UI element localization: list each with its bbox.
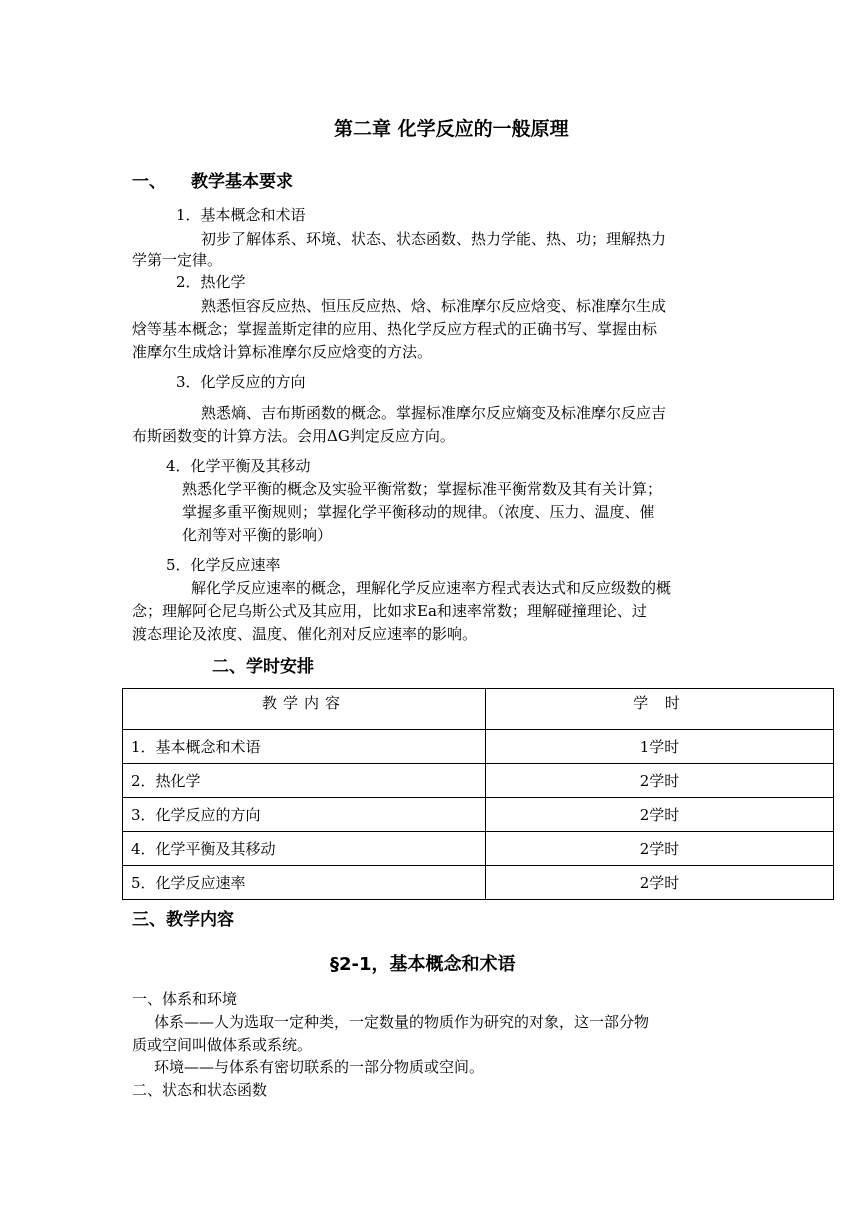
row-hours: 1学时: [486, 730, 834, 764]
sub1-line3: 环境——与体系有密切联系的一部分物质或空间。: [154, 1058, 485, 1076]
row-hours: 2学时: [486, 798, 834, 832]
item2-title: 2．热化学: [176, 273, 246, 291]
section1-heading: 教学基本要求: [191, 172, 293, 192]
table-row: [123, 730, 834, 764]
row-hours: 2学时: [486, 832, 834, 866]
item5-line3: 渡态理论及浓度、温度、催化剂对反应速率的影响。: [132, 625, 478, 643]
schedule-table: [122, 688, 834, 900]
sub1-line2: 质或空间叫做体系或系统。: [132, 1036, 313, 1054]
item3-title: 3．化学反应的方向: [176, 373, 306, 391]
item5-title: 5．化学反应速率: [166, 556, 281, 574]
row-hours: 2学时: [486, 866, 834, 900]
table-row: [123, 798, 834, 832]
sub2-title: 二、状态和状态函数: [132, 1081, 268, 1099]
section2-heading: 二、学时安排: [212, 657, 314, 677]
item1-line2: 学第一定律。: [132, 251, 223, 269]
item3-line1: 熟悉熵、吉布斯函数的概念。掌握标准摩尔反应熵变及标准摩尔反应吉: [201, 404, 667, 422]
header-hours: 学 时: [486, 689, 834, 730]
row-hours: 2学时: [486, 764, 834, 798]
table-row: [123, 764, 834, 798]
row-content: 3．化学反应的方向: [123, 798, 486, 832]
item1-title: 1．基本概念和术语: [176, 206, 306, 224]
table-row: [123, 866, 834, 900]
item2-line3: 准摩尔生成焓计算标准摩尔反应焓变的方法。: [132, 343, 433, 361]
row-content: 4．化学平衡及其移动: [123, 832, 486, 866]
table-row: [123, 832, 834, 866]
item4-line2: 掌握多重平衡规则；掌握化学平衡移动的规律。（浓度、压力、温度、催: [182, 503, 655, 521]
item5-line2: 念；理解阿仑尼乌斯公式及其应用，比如求Ea和速率常数；理解碰撞理论、过: [132, 602, 647, 620]
row-content: 1．基本概念和术语: [123, 730, 486, 764]
section3-heading: 三、教学内容: [132, 910, 234, 930]
item4-line3: 化剂等对平衡的影响）: [182, 526, 333, 544]
item2-line2: 焓等基本概念；掌握盖斯定律的应用、热化学反应方程式的正确书写、掌握由标: [132, 320, 658, 338]
item1-line1: 初步了解体系、环境、状态、状态函数、热力学能、热、功；理解热力: [201, 230, 667, 248]
row-content: 2．热化学: [123, 764, 486, 798]
item3-line2: 布斯函数变的计算方法。会用ΔG判定反应方向。: [132, 427, 455, 445]
item5-line1: 解化学反应速率的概念，理解化学反应速率方程式表达式和反应级数的概: [191, 579, 672, 597]
item4-line1: 熟悉化学平衡的概念及实验平衡常数；掌握标准平衡常数及其有关计算；: [182, 480, 663, 498]
sub1-title: 一、体系和环境: [132, 990, 238, 1008]
header-content: 教学内容: [123, 689, 486, 730]
item4-title: 4．化学平衡及其移动: [166, 457, 311, 475]
chapter-title: 第二章 化学反应的一般原理: [334, 118, 569, 140]
subsection-title: §2-1，基本概念和术语: [330, 954, 516, 975]
item2-line1: 熟悉恒容反应热、恒压反应热、焓、标准摩尔反应焓变、标准摩尔生成: [201, 297, 667, 315]
row-content: 5．化学反应速率: [123, 866, 486, 900]
section1-heading-number: 一、: [132, 172, 166, 192]
sub1-line1: 体系——人为选取一定种类，一定数量的物质作为研究的对象，这一部分物: [154, 1013, 650, 1031]
table-header-row: [123, 689, 834, 730]
